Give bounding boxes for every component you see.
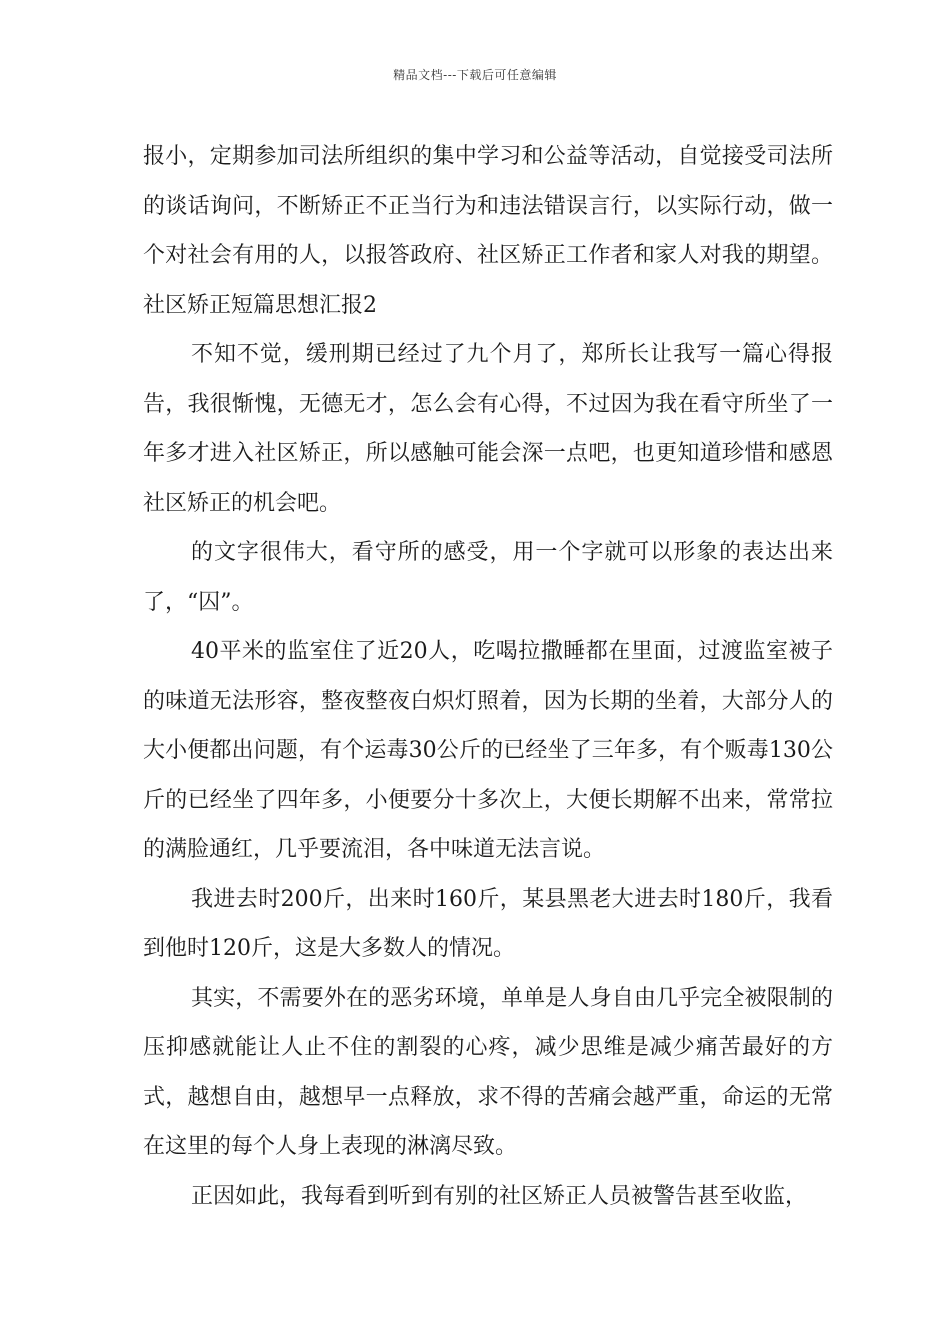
paragraph-2: 不知不觉，缓刑期已经过了九个月了，郑所长让我写一篇心得报告，我很惭愧，无德无才，怎么会有心得，不过因为我在看守所坐了一年多才进入社区矫正，所以感触可能会深一点吧，也更知道珍惜和感恩社区矫正的机会吧。 [143, 342, 833, 516]
paragraph-4: 40平米的监室住了近20人，吃喝拉撒睡都在里面，过渡监室被子的味道无法形容，整夜整夜白炽灯照着，因为长期的坐着，大部分人的大小便都出问题，有个运毒30公斤的已经坐了三年多，有个贩毒130公斤的已经坐了四年多，小便要分十多次上，大便长期解不出来，常常拉的满脸通红，几乎要流泪，各中味道无法言说。 [143, 639, 833, 862]
paragraph-7: 正因如此，我每看到听到有别的社区矫正人员被警告甚至收监， [191, 1183, 808, 1209]
page-header: 精品文档---下载后可任意编辑 [393, 68, 557, 82]
paragraph-1: 报小，定期参加司法所组织的集中学习和公益等活动，自觉接受司法所的谈话询问，不断矫正不正当行为和违法错误言行，以实际行动，做一个对社会有用的人，以报答政府、社区矫正工作者和家人对我的期望。社区矫正短篇思想汇报2 [143, 144, 833, 318]
document-body [143, 132, 833, 1221]
paragraph-5: 我进去时200斤，出来时160斤，某县黑老大进去时180斤，我看到他时120斤，这是大多数人的情况。 [143, 886, 833, 961]
paragraph-6: 其实，不需要外在的恶劣环境，单单是人身自由几乎完全被限制的压抑感就能让人止不住的割裂的心疼，减少思维是减少痛苦最好的方式，越想自由，越想早一点释放，求不得的苦痛会越严重，命运的无常在这里的每个人身上表现的淋漓尽致。 [143, 985, 833, 1159]
paragraph-3: 的文字很伟大，看守所的感受，用一个字就可以形象的表达出来了，“囚”。 [143, 540, 833, 615]
